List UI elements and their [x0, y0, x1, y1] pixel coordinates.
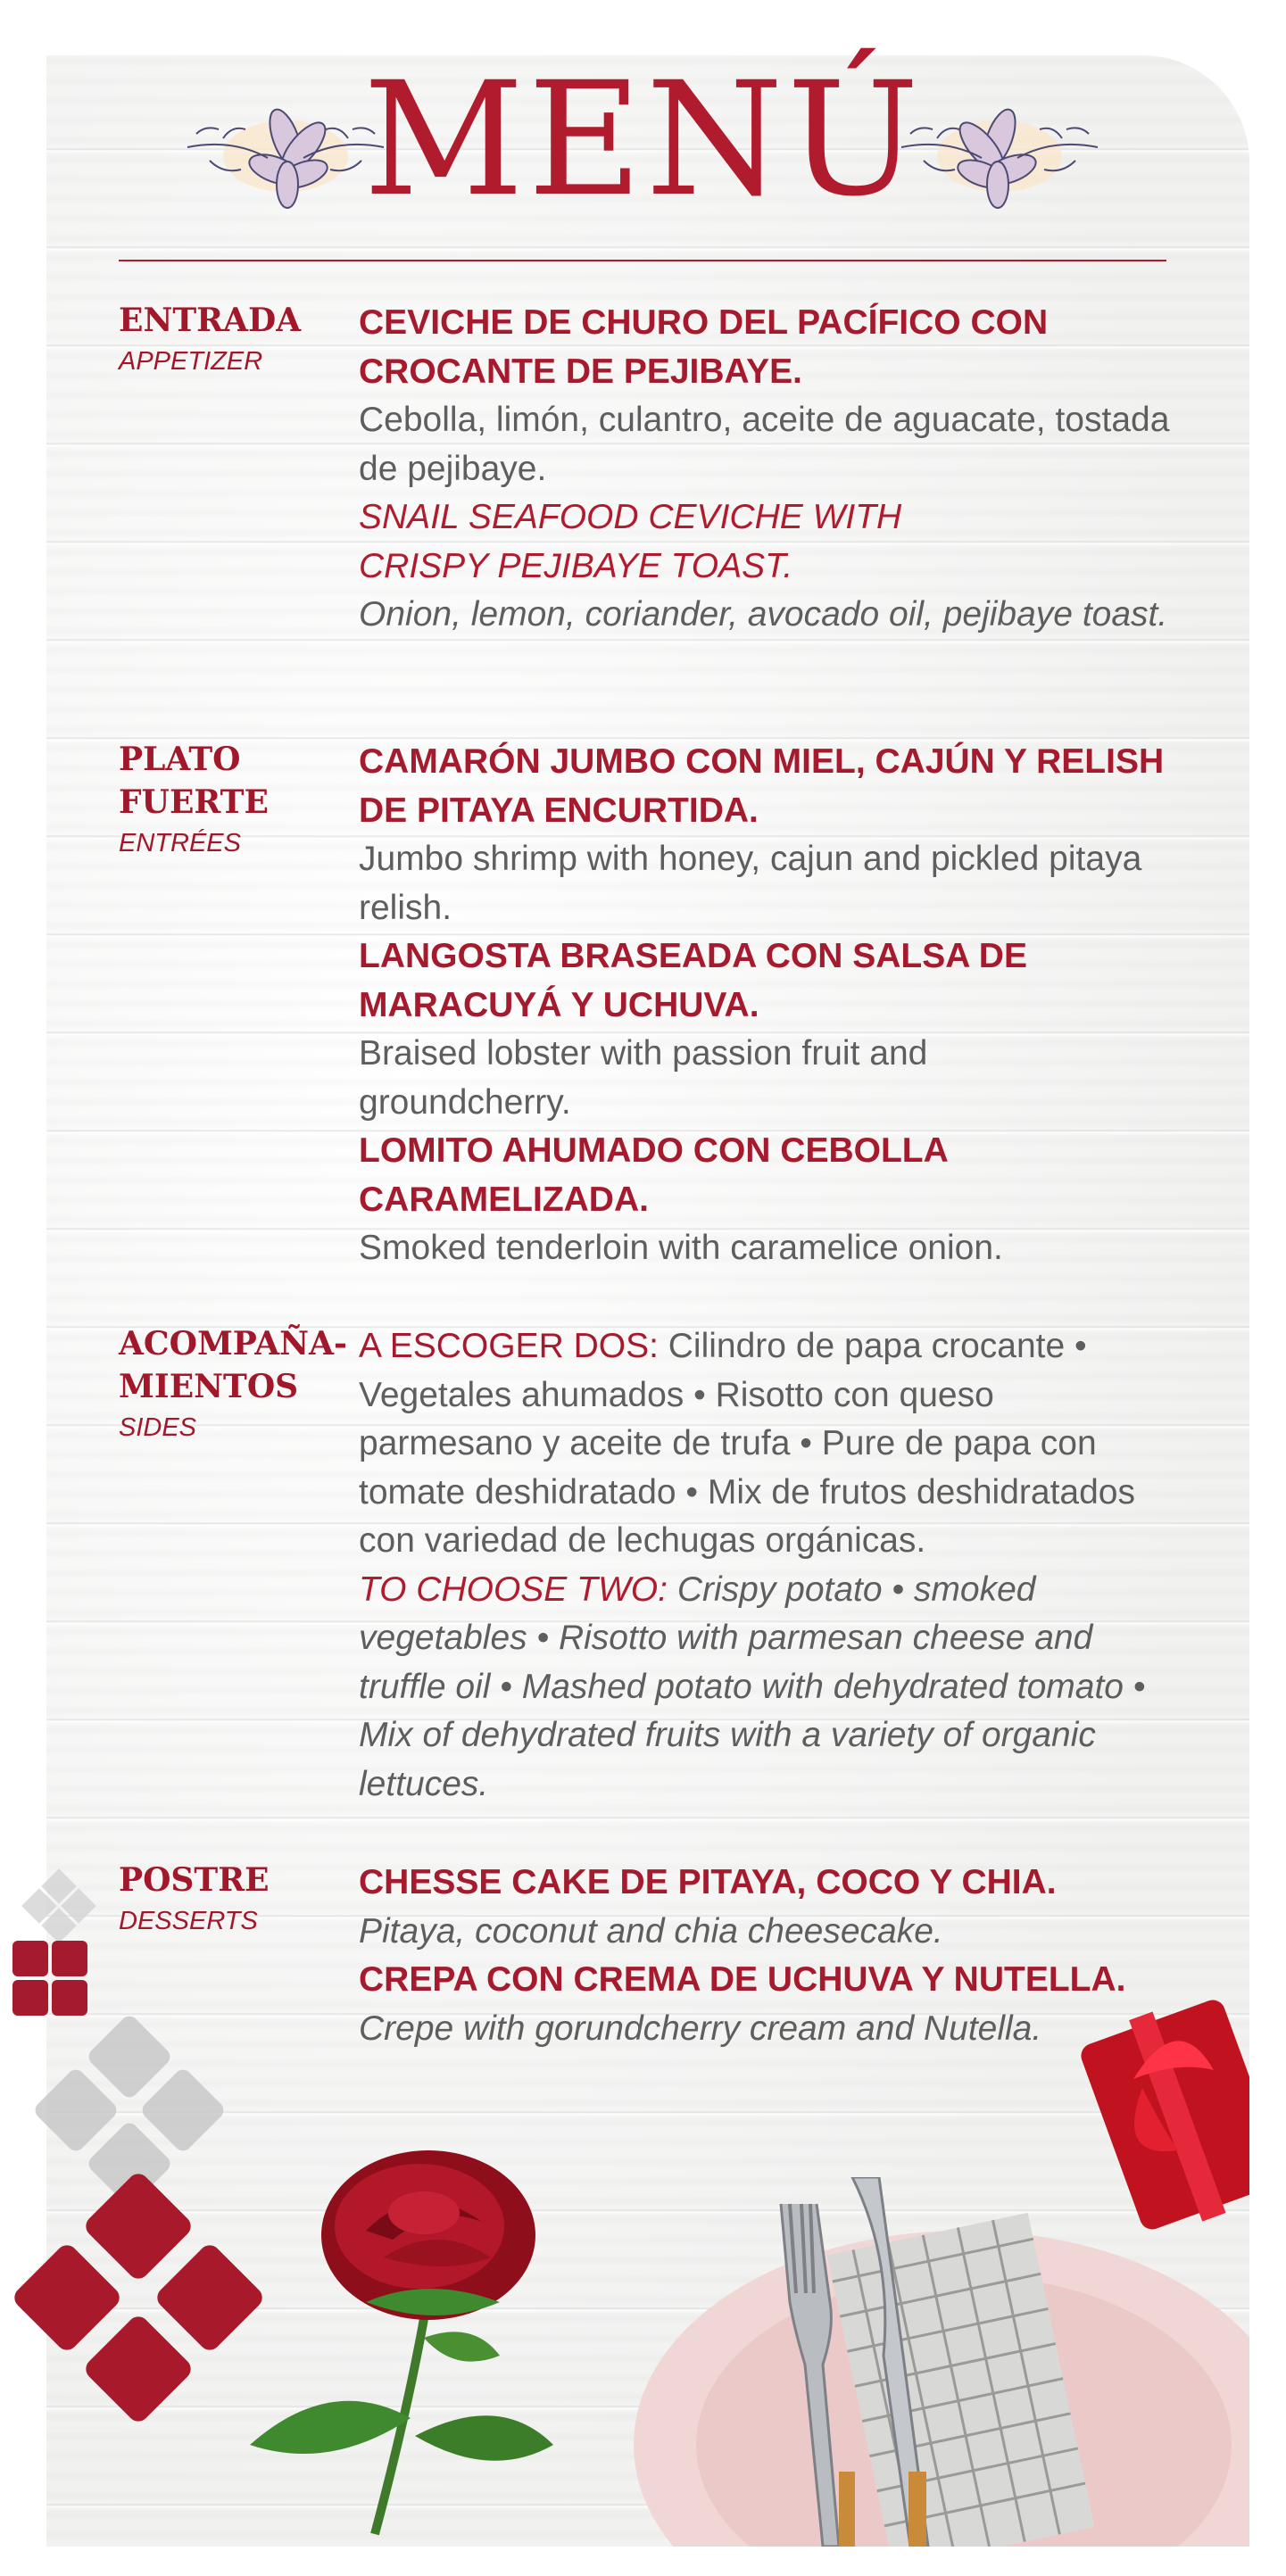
category-label-en: DESSERTS [119, 1907, 258, 1935]
dish-description: Cebolla, limón, culantro, aceite de aguacate, tostada de pejibaye. [359, 401, 1170, 488]
category-label: ENTRADA [119, 302, 302, 339]
dish-title-en: SNAIL SEAFOOD CEVICHE WITH CRISPY PEJIBAYE TOAST. [359, 498, 902, 585]
dish-title: LANGOSTA BRASEADA CON SALSA DE MARACUYÁ Y UCHUVA. [359, 937, 1027, 1024]
section-items [359, 1859, 1171, 2053]
dish-title: LOMITO AHUMADO CON CEBOLLA CARAMELIZADA. [359, 1131, 948, 1219]
dish-description: Braised lobster with passion fruit and groundcherry. [359, 1034, 928, 1122]
section-label [119, 1322, 360, 1447]
dish-title: CHESSE CAKE DE PITAYA, COCO Y CHIA. [359, 1863, 1057, 1901]
dish-title: CREPA CON CREMA DE UCHUVA Y NUTELLA. [359, 1960, 1126, 1999]
gift-box-icon [1080, 1972, 1249, 2240]
category-label-en: ENTRÉES [119, 829, 241, 857]
section-items [359, 738, 1171, 1273]
dish-description: Crepe with gorundcherry cream and Nutella. [359, 2009, 1042, 2048]
section-label [119, 299, 360, 381]
sides-text: Cilindro de papa crocante • Vegetales ahumados • Risotto con queso parmesano y aceite de trufa • Pure de papa con tomate deshidratado • Mix de frutos deshidratados con variedad de lechugas orgánicas. [359, 1327, 1135, 1560]
dish-description: Jumbo shrimp with honey, cajun and pickled pitaya relish. [359, 840, 1142, 927]
section-label [119, 738, 360, 863]
dish-description: Pitaya, coconut and chia cheesecake. [359, 1911, 943, 1951]
title-divider [119, 260, 1166, 261]
category-label: PLATO FUERTE [119, 741, 269, 821]
sides-lead: A ESCOGER DOS: [359, 1327, 659, 1365]
sides-description [359, 1322, 1171, 1566]
sides-text-en: Crispy potato • smoked vegetables • Risotto with parmesan cheese and truffle oil • Mashed potato with dehydrated tomato • Mix of dehydrated fruits with a variety of organic lettuces. [359, 1570, 1146, 1803]
dish-title: CEVICHE DE CHURO DEL PACÍFICO CON CROCANTE DE PEJIBAYE. [359, 303, 1049, 391]
section-items [359, 1322, 1171, 1809]
dish-description: Smoked tenderloin with caramelice onion. [359, 1229, 1003, 1267]
sides-description-en [359, 1566, 1171, 1810]
category-label: ACOMPAÑA-MIENTOS [119, 1325, 347, 1405]
category-label-en: APPETIZER [119, 347, 263, 376]
page-title: MENÚ [362, 48, 923, 231]
category-label-en: SIDES [119, 1413, 197, 1442]
section-items [359, 299, 1171, 640]
dish-description-en: Onion, lemon, coriander, avocado oil, pejibaye toast. [359, 595, 1168, 634]
dish-title: CAMARÓN JUMBO CON MIEL, CAJÚN Y RELISH DE PITAYA ENCURTIDA. [359, 742, 1165, 830]
sides-lead-en: TO CHOOSE TWO: [359, 1570, 668, 1609]
category-label: POSTRE [119, 1861, 270, 1899]
